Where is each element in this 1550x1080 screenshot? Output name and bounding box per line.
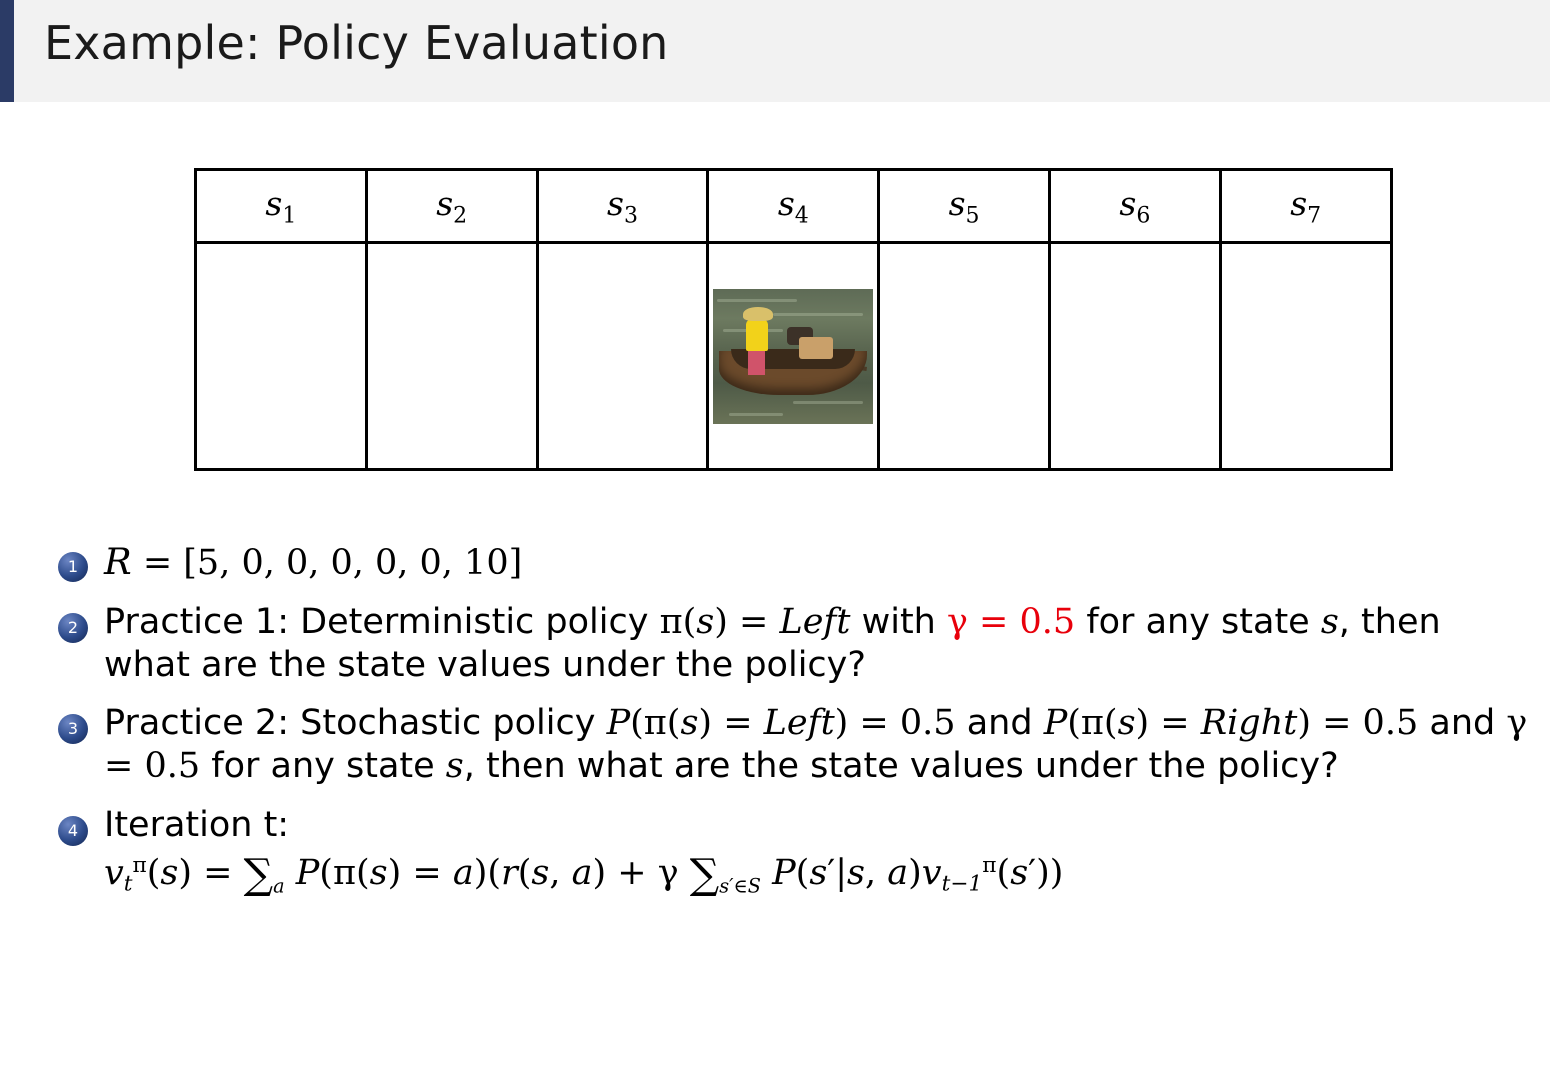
state-header-cell-2 bbox=[366, 170, 537, 243]
state-label-s3: $s_3$ bbox=[607, 183, 638, 229]
bullet-badge-3: 3 bbox=[58, 714, 88, 744]
bullet-list bbox=[58, 540, 1528, 914]
practice-1-lead: Deterministic policy bbox=[300, 601, 649, 642]
practice-1-label: Practice 1: bbox=[104, 601, 289, 642]
person-legs bbox=[748, 349, 765, 375]
list-item bbox=[58, 540, 1528, 585]
practice-2-and1: and bbox=[966, 703, 1033, 744]
state-label-s5: $s_5$ bbox=[948, 183, 980, 229]
practice-1-with: with bbox=[861, 601, 936, 642]
state-label-s2: $s_2$ bbox=[436, 183, 468, 229]
state-header-cell-6 bbox=[1049, 170, 1220, 243]
state-cell-1 bbox=[196, 243, 367, 470]
bullet-badge-4: 4 bbox=[58, 816, 88, 846]
state-label-s6: $s_6$ bbox=[1119, 183, 1151, 229]
conical-hat-icon bbox=[743, 307, 773, 321]
practice-1-gamma: γ = 0.5 bbox=[947, 601, 1076, 642]
state-table bbox=[194, 168, 1393, 471]
state-header-cell-3 bbox=[537, 170, 708, 243]
practice-2-left-prob: P(π(s) = Left) = 0.5 bbox=[606, 703, 956, 744]
practice-2-label: Practice 2: bbox=[104, 703, 289, 744]
state-header-cell-1 bbox=[196, 170, 367, 243]
boat-photo bbox=[713, 289, 873, 424]
state-header-cell-7 bbox=[1220, 170, 1391, 243]
table-body-row bbox=[196, 243, 1392, 470]
list-item bbox=[58, 702, 1528, 787]
practice-2-lead: Stochastic policy bbox=[300, 703, 596, 744]
state-cell-2 bbox=[366, 243, 537, 470]
iteration-label: Iteration t: bbox=[104, 804, 290, 845]
practice-2-tail: for any state s, then what are the state values under the policy? bbox=[211, 745, 1339, 786]
practice-2-and2: and bbox=[1429, 703, 1496, 744]
list-item bbox=[58, 804, 1528, 899]
iteration-equation: $v_t^\pi(s) = \sum_a$ P(π(s) = a)(r(s, a) + γ $\sum_{s'\in S}$ P(s′|s, $a)v_{t-1}^\pi(s')$) bbox=[104, 850, 1064, 899]
state-header-cell-4 bbox=[708, 170, 879, 243]
state-label-s4: $s_4$ bbox=[777, 183, 809, 229]
practice-1-policy: π(s) = Left bbox=[659, 601, 851, 642]
bullet-badge-1: 1 bbox=[58, 552, 88, 582]
table-header-row bbox=[196, 170, 1392, 243]
practice-1-tail: for any state s, then what are the state values under the policy? bbox=[104, 601, 1441, 685]
state-header-cell-5 bbox=[879, 170, 1050, 243]
state-cell-6 bbox=[1049, 243, 1220, 470]
page-title: Example: Policy Evaluation bbox=[44, 16, 669, 70]
state-cell-4 bbox=[708, 243, 879, 470]
list-item bbox=[58, 601, 1528, 686]
practice-2-text bbox=[104, 702, 1528, 787]
iteration-block bbox=[104, 804, 1528, 899]
title-bar bbox=[0, 0, 1550, 102]
state-cell-7 bbox=[1220, 243, 1391, 470]
state-label-s7: $s_7$ bbox=[1290, 183, 1322, 229]
state-cell-5 bbox=[879, 243, 1050, 470]
state-cell-3 bbox=[537, 243, 708, 470]
practice-2-gamma: γ = 0.5 bbox=[104, 703, 1528, 786]
boat-cargo bbox=[799, 337, 833, 359]
practice-2-right-prob: P(π(s) = Right) = 0.5 bbox=[1043, 703, 1419, 744]
practice-1-text bbox=[104, 601, 1528, 686]
state-label-s1: $s_1$ bbox=[265, 183, 297, 229]
bullet-badge-2: 2 bbox=[58, 613, 88, 643]
person-body bbox=[746, 319, 768, 351]
reward-vector-line: R = [5, 0, 0, 0, 0, 0, 10] bbox=[104, 540, 523, 583]
